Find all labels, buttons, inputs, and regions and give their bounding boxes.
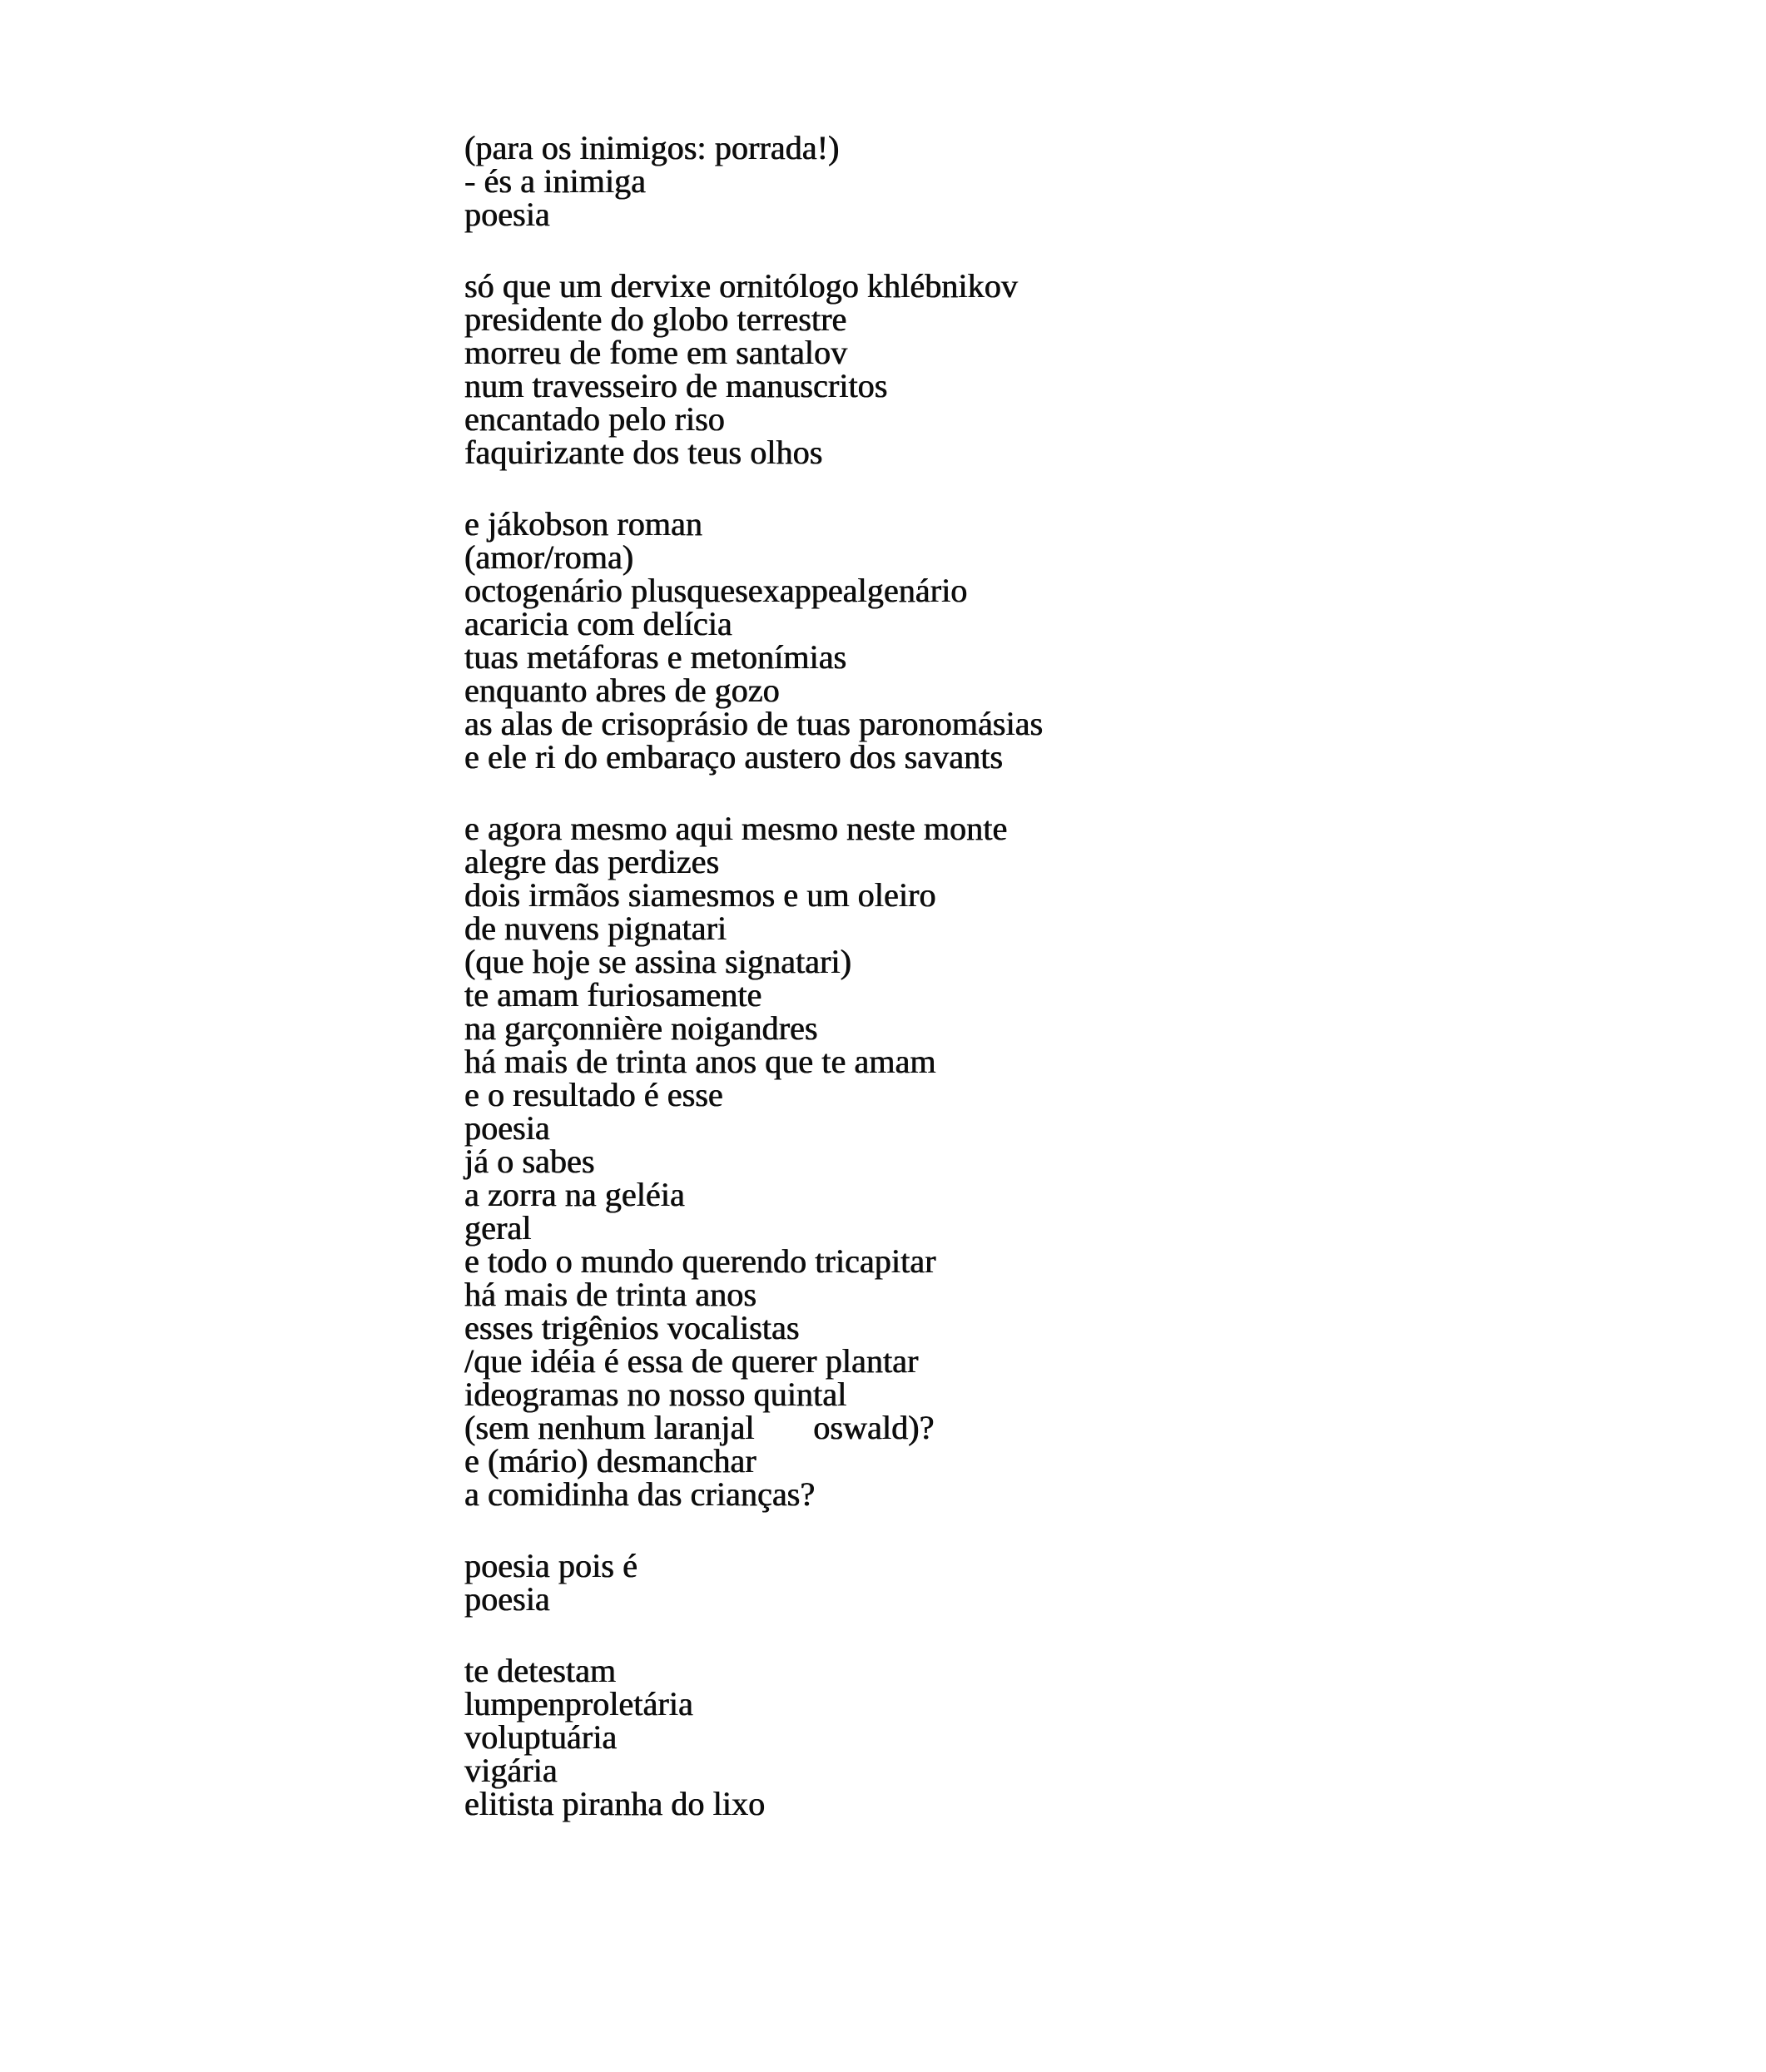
poem-line: poesia bbox=[464, 196, 550, 233]
poem-line: a zorra na geléia bbox=[464, 1176, 685, 1213]
poem-line: geral bbox=[464, 1209, 532, 1247]
poem-line: alegre das perdizes bbox=[464, 843, 720, 880]
poem-line: já o sabes bbox=[464, 1143, 595, 1180]
poem-line: na garçonnière noigandres bbox=[464, 1009, 818, 1047]
poem-line: te amam furiosamente bbox=[464, 976, 762, 1014]
stanza-2 bbox=[464, 267, 1043, 471]
poem-line: octogenário plusquesexappealgenário bbox=[464, 572, 968, 609]
poem-line: dois irmãos siamesmos e um oleiro bbox=[464, 876, 936, 914]
poem-line: elitista piranha do lixo bbox=[464, 1785, 766, 1822]
stanza-6 bbox=[464, 1654, 1043, 1821]
poem-line: /que idéia é essa de querer plantar bbox=[464, 1342, 919, 1380]
poem-line: - és a inimiga bbox=[464, 162, 647, 200]
poem-line: e o resultado é esse bbox=[464, 1076, 723, 1113]
poem-line: te detestam bbox=[464, 1652, 617, 1689]
poem-line: e jákobson roman bbox=[464, 505, 702, 543]
stanza-3 bbox=[464, 505, 1044, 776]
poem-line: esses trigênios vocalistas bbox=[464, 1309, 800, 1346]
poem-line: a comidinha das crianças? bbox=[464, 1475, 816, 1513]
poem-line: só que um dervixe ornitólogo khlébnikov bbox=[464, 267, 1018, 305]
poem-line: (que hoje se assina signatari) bbox=[464, 943, 852, 980]
poem-line: (sem nenhum laranjal oswald)? bbox=[464, 1409, 935, 1446]
poem-line: faquirizante dos teus olhos bbox=[464, 434, 823, 471]
poem-line: ideogramas no nosso quintal bbox=[464, 1376, 847, 1413]
poem-line: e ele ri do embaraço austero dos savants bbox=[464, 738, 1004, 776]
poem-line: poesia bbox=[464, 1580, 550, 1618]
poem-line: e (mário) desmanchar bbox=[464, 1442, 757, 1480]
poem-line: voluptuária bbox=[464, 1718, 618, 1756]
stanza-1 bbox=[464, 131, 1043, 231]
poem-line: morreu de fome em santalov bbox=[464, 334, 848, 371]
poem-line: acaricia com delícia bbox=[464, 605, 732, 642]
poem-line: e agora mesmo aqui mesmo neste monte bbox=[464, 810, 1008, 847]
poem-line: (para os inimigos: porrada!) bbox=[464, 129, 840, 166]
poem-line: há mais de trinta anos que te amam bbox=[464, 1043, 936, 1080]
stanza-5 bbox=[464, 1549, 1043, 1616]
poem-line: vigária bbox=[464, 1752, 558, 1789]
poem-line: num travesseiro de manuscritos bbox=[464, 367, 888, 404]
poem-line: lumpenproletária bbox=[464, 1685, 693, 1723]
poem-line: e todo o mundo querendo tricapitar bbox=[464, 1242, 936, 1280]
poem-line: encantado pelo riso bbox=[464, 400, 725, 438]
poem-line: tuas metáforas e metonímias bbox=[464, 638, 847, 676]
poem-line: as alas de crisoprásio de tuas paronomásias bbox=[464, 705, 1044, 742]
poem-line: poesia pois é bbox=[464, 1547, 637, 1584]
poem-line: há mais de trinta anos bbox=[464, 1276, 757, 1313]
stanza-4 bbox=[464, 812, 1043, 1511]
poem-line: poesia bbox=[464, 1109, 550, 1147]
poem-line: presidente do globo terrestre bbox=[464, 300, 847, 338]
poem bbox=[464, 131, 1043, 1821]
poem-line: de nuvens pignatari bbox=[464, 910, 727, 947]
poem-line: (amor/roma) bbox=[464, 538, 634, 576]
poem-line: enquanto abres de gozo bbox=[464, 672, 780, 709]
